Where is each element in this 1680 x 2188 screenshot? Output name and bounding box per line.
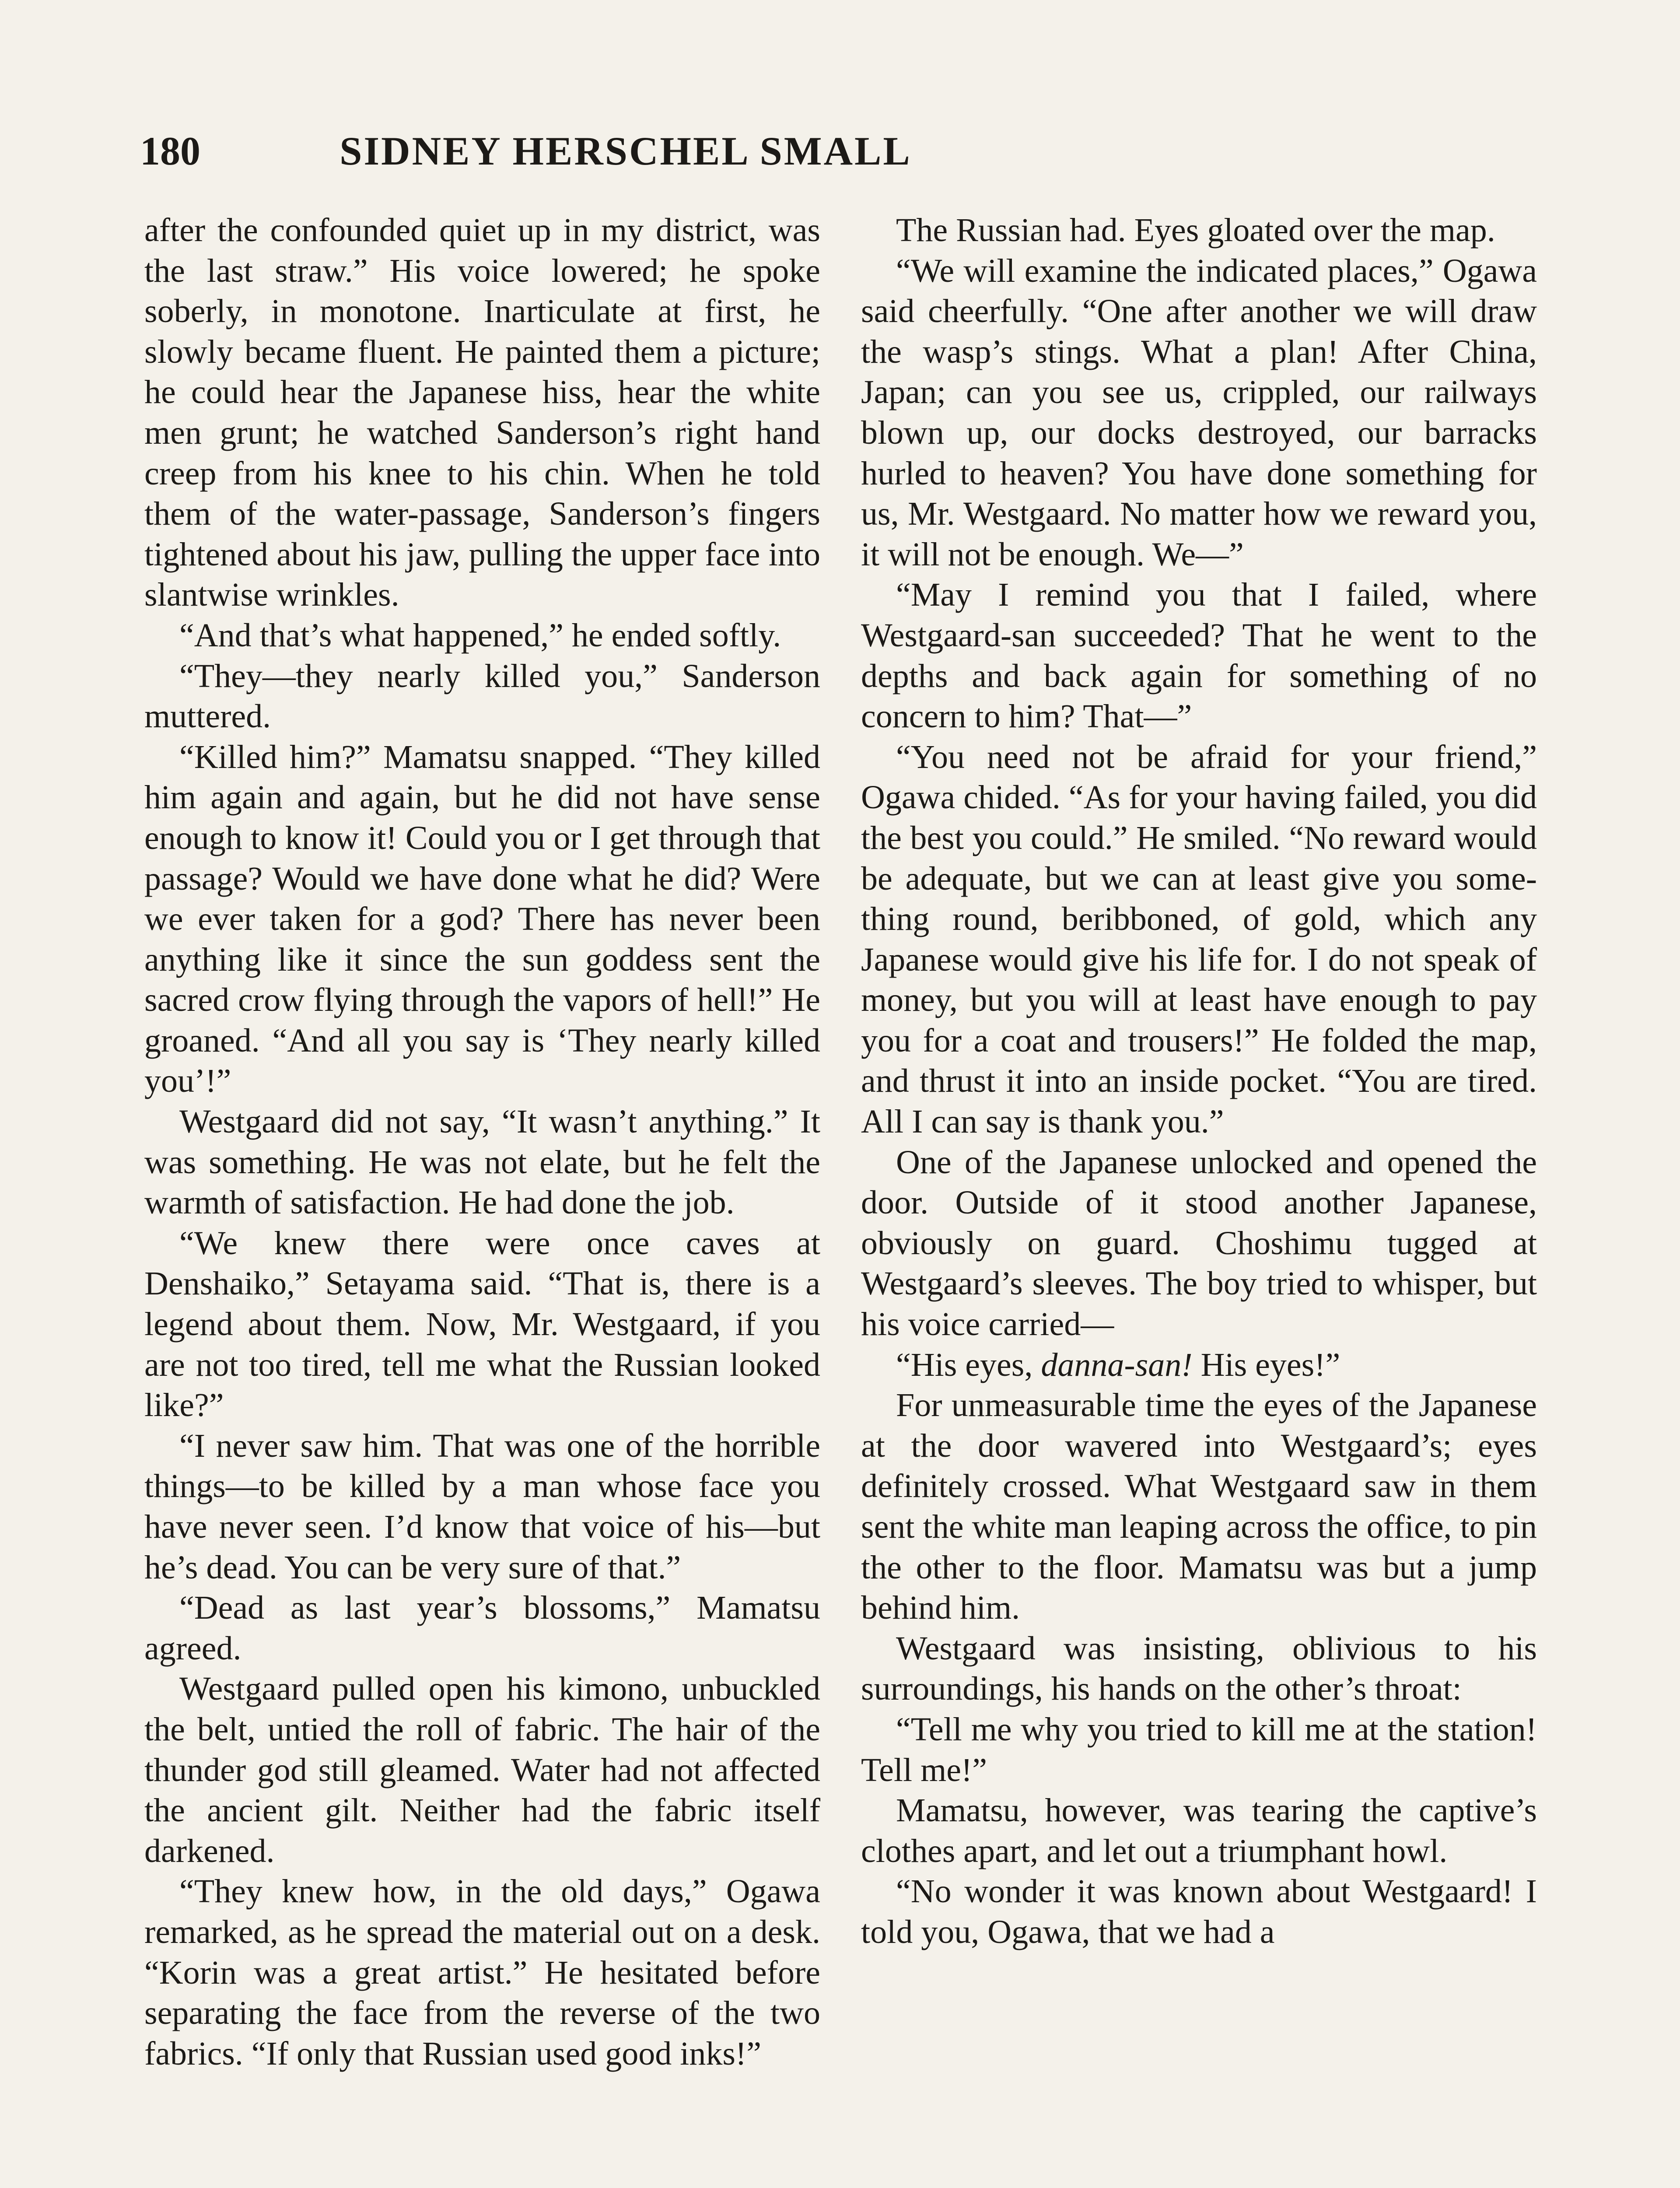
page-number: 180 [140, 129, 200, 173]
paragraph: after the confounded quiet up in my district, was the last straw.” His voice lowered; he spoke soberly, in monotone. Inarticulate at first, he slowly became fluent. He painted them a picture; he could hear the Japanese hiss, hear the white men grunt; he watched Sanderson’s right hand creep from his knee to his chin. When he told them of the water-passage, Sanderson’s fingers tightened about his jaw, pulling the upper face into slantwise wrinkles. [144, 212, 820, 614]
right-column [861, 210, 1537, 1953]
paragraph: “Killed him?” Mamatsu snapped. “They killed him again and again, but he did not have sense enough to know it! Could you or I get through that passage? Would we have done what he did? Were we ever taken for a god? There has never been anything like it since the sun goddess sent the sacred crow flying through the vapors of hell!” He groaned. “And all you say is ‘They nearly killed you’!” [144, 738, 820, 1100]
paragraph: One of the Japanese unlocked and opened the door. Outside of it stood another Japanese, obviously on guard. Choshimu tugged at Westgaard’s sleeves. The boy tried to whisper, but his voice carried— [861, 1143, 1537, 1343]
paragraph: For unmeasurable time the eyes of the Japanese at the door wavered into Westgaard’s; eyes definitely crossed. What Westgaard saw in them sent the white man leaping across the office, to pin the other to the floor. Mamatsu was but a jump behind him. [861, 1387, 1537, 1627]
paragraph: Mamatsu, however, was tearing the captive’s clothes apart, and let out a triumphant howl. [861, 1792, 1537, 1869]
paragraph: “They—they nearly killed you,” Sanderson muttered. [144, 657, 820, 735]
running-head: SIDNEY HERSCHEL SMALL [340, 129, 912, 173]
paragraph: Westgaard was insisting, oblivious to his surroundings, his hands on the other’s throat: [861, 1630, 1537, 1708]
text-run: “His eyes, [896, 1346, 1041, 1383]
paragraph [861, 1345, 1537, 1385]
paragraph: Westgaard pulled open his kimono, unbuckled the belt, untied the roll of fabric. The hair of the thunder god still gleamed. Water had not affected the ancient gilt. Neither had the fabric itself darkened. [144, 1670, 820, 1869]
page-header [140, 127, 1111, 175]
paragraph: “I never saw him. That was one of the horrible things—to be killed by a man whose face you have never seen. I’d know that voice of his—but he’s dead. You can be very sure of that.” [144, 1427, 820, 1586]
paragraph: The Russian had. Eyes gloated over the map. [896, 212, 1495, 249]
left-column [144, 210, 820, 2074]
paragraph: “May I remind you that I failed, where Westgaard-san succeeded? That he went to the depths and back again for something of no concern to him? That—” [861, 576, 1537, 735]
paragraph: “And that’s what happened,” he ended softly. [179, 617, 781, 654]
paragraph: “You need not be afraid for your friend,” Ogawa chided. “As for your having failed, you did the best you could.” He smiled. “No reward would be adequate, but we can at least give you something round, beribboned, of gold, which any Japanese would give his life for. I do not speak of money, but you will at least have enough to pay you for a coat and trousers!” He folded the map, and thrust it into an inside pocket. “You are tired. All I can say is thank you.” [861, 738, 1537, 1140]
text-run: His eyes!” [1192, 1346, 1340, 1383]
paragraph: Westgaard did not say, “It wasn’t anything.” It was something. He was not elate, but he felt the warmth of satisfaction. He had done the job. [144, 1103, 820, 1221]
paragraph: “We knew there were once caves at Denshaiko,” Setayama said. “That is, there is a legend about them. Now, Mr. Westgaard, if you are not too tired, tell me what the Russian looked like?” [144, 1224, 820, 1424]
paragraph: “No wonder it was known about Westgaard! I told you, Ogawa, that we had a [861, 1873, 1537, 1950]
italic-text: danna-san! [1041, 1346, 1193, 1383]
paragraph: “Tell me why you tried to kill me at the station! Tell me!” [861, 1711, 1537, 1788]
paragraph: “We will examine the indicated places,” Ogawa said cheerfully. “One after another we will draw the wasp’s stings. What a plan! After China, Japan; can you see us, crippled, our railways blown up, our docks destroyed, our barracks hurled to heaven? You have done something for us, Mr. Westgaard. No matter how we reward you, it will not be enough. We—” [861, 252, 1537, 573]
paragraph: “They knew how, in the old days,” Ogawa remarked, as he spread the material out on a desk. “Korin was a great artist.” He hesitated before separating the face from the reverse of the two fabrics. “If only that Russian used good inks!” [144, 1873, 820, 2072]
paragraph: “Dead as last year’s blossoms,” Mamatsu agreed. [144, 1589, 820, 1667]
